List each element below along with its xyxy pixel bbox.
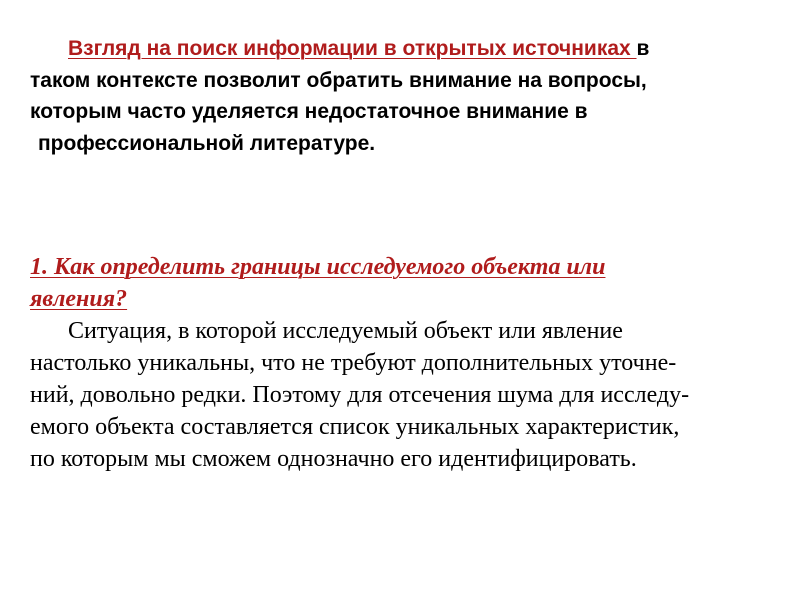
section-body-line-5: по которым мы сможем однозначно его идентифицировать. bbox=[30, 446, 637, 472]
section-body bbox=[30, 315, 780, 475]
intro-paragraph bbox=[30, 33, 775, 159]
section-body-line-2: настолько уникальны, что не требуют дополнительных уточне- bbox=[30, 350, 677, 376]
question-section bbox=[30, 251, 780, 475]
section-body-line-4: емого объекта составляется список уникальных характеристик, bbox=[30, 414, 680, 440]
intro-line-1 bbox=[30, 33, 775, 65]
section-heading-line-1: 1. Как определить границы исследуемого объекта или bbox=[30, 254, 606, 280]
intro-line-3: которым часто уделяется недостаточное внимание в bbox=[30, 100, 588, 123]
section-body-line-3: ний, довольно редки. Поэтому для отсечения шума для исследу- bbox=[30, 382, 690, 408]
intro-line-4: профессиональной литературе. bbox=[38, 131, 376, 155]
intro-line-2: таком контексте позволит обратить внимание на вопросы, bbox=[30, 68, 647, 92]
section-body-line-1: Ситуация, в которой исследуемый объект или явление bbox=[68, 318, 623, 344]
section-heading-line-2: явления? bbox=[30, 286, 128, 312]
intro-highlight: Взгляд на поиск информации в открытых источниках bbox=[68, 37, 637, 60]
section-heading bbox=[30, 251, 780, 315]
intro-line-1-rest: в bbox=[636, 37, 650, 60]
